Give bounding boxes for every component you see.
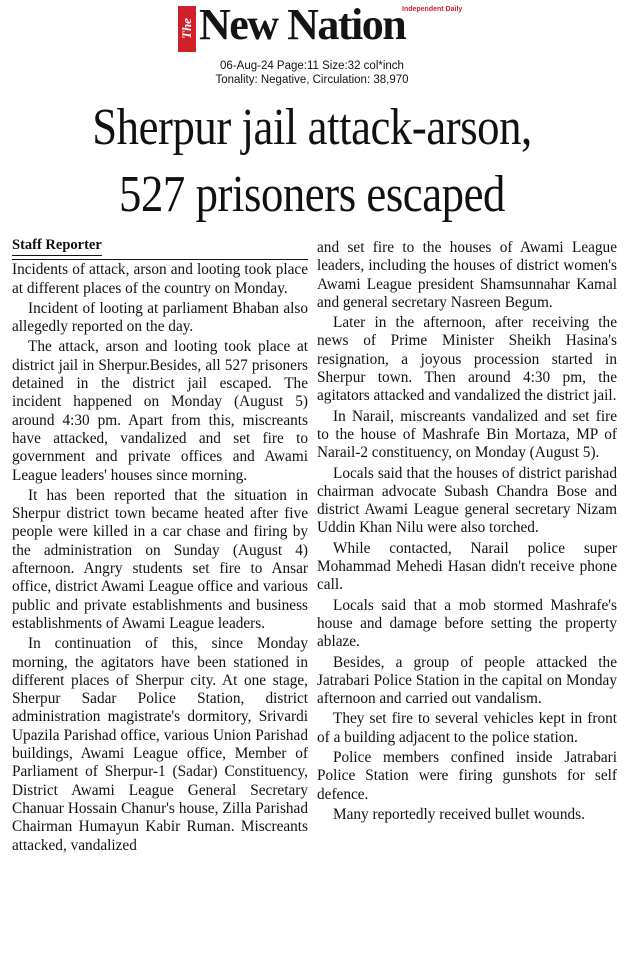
article-paragraph: Besides, a group of people attacked the Jatrabari Police Station in the capital on Monday afternoon and carried out vandalism.	[317, 653, 617, 708]
article-paragraph: Incident of looting at parliament Bhaban also allegedly reported on the day.	[12, 299, 308, 336]
article-paragraph: and set fire to the houses of Awami League leaders, including the houses of district women's Awami League president Shamsunnahar Kamal and general secretary Nasreen Begum.	[317, 239, 617, 311]
masthead-tagline: Independent Daily	[402, 6, 463, 13]
article-paragraph: In continuation of this, since Monday morning, the agitators have been stationed in different places of Sherpur city. At one stage, Sherpur Sadar Police Station, district administration magistrate's dormitory, Srivardi Upazila Parishad office, various Union Parishad buildings, Awami League office, Member of Parliament of Sherpur-1 (Sadar) Constituency, District Awami League General Secretary Chanuar Hossain Chanur's house, Zilla Parishad Chairman Humayun Kabir Ruman. Miscreants attacked, vandalized	[12, 635, 308, 854]
article-paragraph: The attack, arson and looting took place at district jail in Sherpur.Besides, all 527 prisoners detained in the district jail escaped. The incident happened on Monday (August 5) around 4:30 pm. Apart from this, miscreants have attacked, vandalized and set fire to government and private offices and Awami League leaders' houses since morning.	[12, 338, 308, 484]
article-paragraph: Police members confined inside Jatrabari Police Station were firing gunshots for self defence.	[317, 749, 617, 803]
article-paragraph: Locals said that the houses of district parishad chairman advocate Subash Chandra Bose and district Awami League general secretary Nizam Uddin Khan Nilu were also torched.	[317, 464, 617, 537]
masthead-the: The	[178, 6, 196, 52]
article-paragraph: Later in the afternoon, after receiving the news of Prime Minister Sheikh Hasina's resignation, a joyous procession started in Sherpur town. Then around 4:30 pm, the agitators attacked and vandalized the district jail.	[317, 314, 617, 405]
masthead	[0, 2, 624, 60]
clip-meta-line1: 06-Aug-24 Page:11 Size:32 col*inch	[220, 60, 404, 72]
article-paragraph: While contacted, Narail police super Mohammad Mehedi Hasan didn't receive phone call.	[317, 539, 617, 594]
article-paragraph: Locals said that a mob stormed Mashrafe's house and damage before setting the property ablaze.	[317, 596, 617, 651]
headline-line2: 527 prisoners escaped	[119, 166, 505, 223]
clip-meta-line2: Tonality: Negative, Circulation: 38,970	[215, 74, 409, 86]
article-column-right	[317, 239, 617, 826]
article-paragraph: Many reportedly received bullet wounds.	[333, 805, 585, 823]
article-column-left	[12, 236, 308, 857]
article-paragraph: Incidents of attack, arson and looting took place at different places of the country on Monday.	[12, 261, 308, 297]
headline-line1: Sherpur jail attack-arson,	[92, 99, 532, 156]
byline: Staff Reporter	[12, 236, 102, 256]
article-paragraph: They set fire to several vehicles kept in front of a building adjacent to the police station.	[317, 710, 617, 746]
article-paragraph: In Narail, miscreants vandalized and set fire to the house of Mashrafe Bin Mortaza, MP of Narail-2 constituency, on Monday (August 5).	[317, 407, 617, 462]
newspaper-name: New Nation	[199, 0, 406, 49]
article-paragraph: It has been reported that the situation in Sherpur district town became heated after five people were killed in a car chase and firing by the administration on Sunday (August 4) afternoon. Angry students set fire to Ansar office, district Awami League office and various public and private establishments and business establishments of Awami League leaders.	[12, 486, 308, 632]
